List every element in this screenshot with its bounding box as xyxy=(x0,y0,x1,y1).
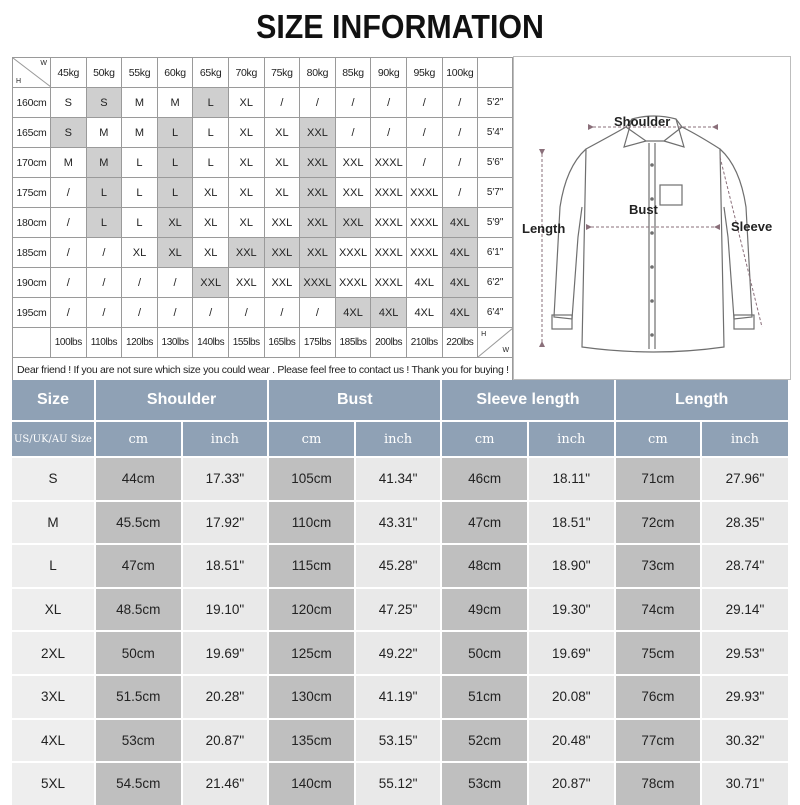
recommended-size-cell: XXL xyxy=(335,208,371,238)
recommended-size-cell: M xyxy=(86,118,122,148)
recommended-size-cell: XL xyxy=(193,208,229,238)
shoulder-inch-cell: 19.10" xyxy=(182,588,269,632)
recommended-size-cell: XL xyxy=(193,238,229,268)
sleeve-length-header: Sleeve length xyxy=(441,380,614,421)
sleeve-inch-cell: 20.08" xyxy=(528,675,615,719)
bust-inch-cell: 43.31" xyxy=(355,501,442,545)
table-row xyxy=(12,762,788,805)
sleeve-cm-cell: 49cm xyxy=(441,588,528,632)
weight-kg-header: 70kg xyxy=(228,58,264,88)
recommended-size-cell: / xyxy=(86,268,122,298)
height-ft-label: 5'9" xyxy=(478,208,513,238)
height-ft-label: 5'2" xyxy=(478,88,513,118)
bust-cm-cell: 110cm xyxy=(268,501,355,545)
shoulder-cm-cell: 53cm xyxy=(95,719,182,763)
height-row xyxy=(13,208,513,238)
recommended-size-cell: L xyxy=(86,178,122,208)
recommended-size-cell: XXXL xyxy=(371,148,407,178)
size-cell: S xyxy=(12,457,95,501)
sleeve-inch-cell: 18.90" xyxy=(528,544,615,588)
weight-lbs-label: 155lbs xyxy=(228,328,264,358)
recommended-size-cell: XXL xyxy=(300,238,336,268)
weight-kg-header: 90kg xyxy=(371,58,407,88)
shirt-diagram xyxy=(513,56,791,380)
bust-inch-cell: 45.28" xyxy=(355,544,442,588)
recommended-size-cell: XXXL xyxy=(371,238,407,268)
recommended-size-cell: L xyxy=(122,148,158,178)
recommended-size-cell: / xyxy=(51,178,87,208)
recommended-size-cell: M xyxy=(86,148,122,178)
shoulder-label: Shoulder xyxy=(614,114,671,129)
recommended-size-cell: XXL xyxy=(264,268,300,298)
footer-corner-cell xyxy=(478,328,513,358)
shoulder-header: Shoulder xyxy=(95,380,268,421)
sleeve-inch-cell: 19.69" xyxy=(528,631,615,675)
sleeve-label: Sleeve xyxy=(731,219,773,234)
height-row xyxy=(13,88,513,118)
recommended-size-cell: XL xyxy=(228,148,264,178)
shoulder-inch-cell: 18.51" xyxy=(182,544,269,588)
cm-subheader: cm xyxy=(615,421,702,457)
bust-inch-cell: 41.34" xyxy=(355,457,442,501)
recommended-size-cell: S xyxy=(86,88,122,118)
recommended-size-cell: L xyxy=(122,208,158,238)
height-row xyxy=(13,298,513,328)
shoulder-inch-cell: 17.33" xyxy=(182,457,269,501)
recommended-size-cell: S xyxy=(51,118,87,148)
recommended-size-cell: M xyxy=(122,88,158,118)
height-cm-label: 160cm xyxy=(13,88,51,118)
inch-subheader: inch xyxy=(355,421,442,457)
length-cm-cell: 73cm xyxy=(615,544,702,588)
sleeve-inch-cell: 18.51" xyxy=(528,501,615,545)
recommended-size-cell: / xyxy=(406,148,442,178)
length-inch-cell: 30.71" xyxy=(701,762,788,805)
table-row xyxy=(12,588,788,632)
height-ft-label: 6'2" xyxy=(478,268,513,298)
weight-lbs-label: 210lbs xyxy=(406,328,442,358)
recommended-size-cell: L xyxy=(157,148,193,178)
recommended-size-cell: L xyxy=(157,118,193,148)
shoulder-inch-cell: 19.69" xyxy=(182,631,269,675)
recommended-size-cell: / xyxy=(122,268,158,298)
height-ft-label: 6'4" xyxy=(478,298,513,328)
sleeve-cm-cell: 50cm xyxy=(441,631,528,675)
recommended-size-cell: / xyxy=(86,298,122,328)
size-header: Size xyxy=(12,380,95,421)
us-uk-au-size-subheader: US/UK/AU Size xyxy=(12,421,95,457)
recommended-size-cell: / xyxy=(264,298,300,328)
bust-inch-cell: 55.12" xyxy=(355,762,442,805)
recommended-size-cell: XL xyxy=(264,148,300,178)
corner-h-label: H xyxy=(481,331,487,338)
height-row xyxy=(13,268,513,298)
weight-lbs-label: 185lbs xyxy=(335,328,371,358)
recommended-size-cell: XXL xyxy=(300,118,336,148)
weight-kg-header: 60kg xyxy=(157,58,193,88)
height-row xyxy=(13,238,513,268)
table-row xyxy=(12,544,788,588)
shirt-outline-icon xyxy=(514,57,790,379)
recommended-size-cell: 4XL xyxy=(442,208,478,238)
corner-h-label: H xyxy=(16,78,22,85)
length-cm-cell: 74cm xyxy=(615,588,702,632)
recommended-size-cell: XL xyxy=(228,208,264,238)
bust-cm-cell: 130cm xyxy=(268,675,355,719)
recommended-size-cell: / xyxy=(228,298,264,328)
recommended-size-cell: / xyxy=(193,298,229,328)
recommended-size-cell: XXL xyxy=(300,208,336,238)
recommended-size-cell: M xyxy=(51,148,87,178)
height-cm-label: 185cm xyxy=(13,238,51,268)
recommended-size-cell: XXXL xyxy=(406,208,442,238)
recommended-size-cell: L xyxy=(193,118,229,148)
recommended-size-cell: XXXL xyxy=(371,178,407,208)
height-ft-label: 5'4" xyxy=(478,118,513,148)
length-inch-cell: 30.32" xyxy=(701,719,788,763)
recommended-size-cell: XXL xyxy=(228,238,264,268)
recommended-size-cell: L xyxy=(157,178,193,208)
recommended-size-cell: XXL xyxy=(335,148,371,178)
inch-subheader: inch xyxy=(528,421,615,457)
length-inch-cell: 28.74" xyxy=(701,544,788,588)
height-cm-label: 180cm xyxy=(13,208,51,238)
recommended-size-cell: 4XL xyxy=(335,298,371,328)
recommended-size-cell: M xyxy=(157,88,193,118)
recommended-size-cell: XL xyxy=(157,238,193,268)
recommended-size-cell: XXL xyxy=(335,178,371,208)
weight-kg-header: 45kg xyxy=(51,58,87,88)
recommended-size-cell: / xyxy=(51,268,87,298)
shoulder-inch-cell: 20.28" xyxy=(182,675,269,719)
recommended-size-cell: / xyxy=(51,208,87,238)
length-cm-cell: 75cm xyxy=(615,631,702,675)
recommended-size-cell: L xyxy=(193,148,229,178)
cm-subheader: cm xyxy=(95,421,182,457)
corner-w-label: W xyxy=(502,347,510,354)
recommended-size-cell: 4XL xyxy=(442,268,478,298)
recommended-size-cell: XXXL xyxy=(371,208,407,238)
sleeve-inch-cell: 18.11" xyxy=(528,457,615,501)
sleeve-cm-cell: 47cm xyxy=(441,501,528,545)
recommended-size-cell: XXL xyxy=(300,148,336,178)
note-row xyxy=(13,358,513,383)
shoulder-inch-cell: 17.92" xyxy=(182,501,269,545)
shoulder-cm-cell: 50cm xyxy=(95,631,182,675)
recommended-size-cell: XXXL xyxy=(406,238,442,268)
length-label: Length xyxy=(522,221,566,236)
recommended-size-cell: 4XL xyxy=(406,268,442,298)
length-cm-cell: 77cm xyxy=(615,719,702,763)
bust-header: Bust xyxy=(268,380,441,421)
table-row xyxy=(12,719,788,763)
height-cm-label: 190cm xyxy=(13,268,51,298)
size-cell: 4XL xyxy=(12,719,95,763)
weight-kg-header: 100kg xyxy=(442,58,478,88)
recommended-size-cell: XXL xyxy=(228,268,264,298)
contact-note: Dear friend ! If you are not sure which size you could wear . Please feel free to contact us ! Thank you for buying ! xyxy=(13,358,513,383)
recommended-size-cell: L xyxy=(86,208,122,238)
bust-cm-cell: 135cm xyxy=(268,719,355,763)
recommended-size-cell: / xyxy=(442,178,478,208)
inch-subheader: inch xyxy=(701,421,788,457)
corner-cell xyxy=(13,58,51,88)
recommended-size-cell: 4XL xyxy=(371,298,407,328)
size-cell: M xyxy=(12,501,95,545)
corner-w-label: W xyxy=(40,60,47,67)
recommended-size-cell: / xyxy=(371,118,407,148)
shoulder-cm-cell: 54.5cm xyxy=(95,762,182,805)
recommended-size-cell: / xyxy=(335,118,371,148)
length-cm-cell: 71cm xyxy=(615,457,702,501)
size-cell: 3XL xyxy=(12,675,95,719)
height-cm-label: 195cm xyxy=(13,298,51,328)
weight-lbs-label: 120lbs xyxy=(122,328,158,358)
size-table xyxy=(12,380,788,805)
sleeve-cm-cell: 46cm xyxy=(441,457,528,501)
recommended-size-cell: / xyxy=(300,88,336,118)
cm-subheader: cm xyxy=(441,421,528,457)
sleeve-cm-cell: 52cm xyxy=(441,719,528,763)
length-inch-cell: 27.96" xyxy=(701,457,788,501)
weight-kg-header: 85kg xyxy=(335,58,371,88)
weight-height-chart xyxy=(12,57,513,383)
bust-inch-cell: 47.25" xyxy=(355,588,442,632)
shoulder-cm-cell: 48.5cm xyxy=(95,588,182,632)
recommended-size-cell: M xyxy=(122,118,158,148)
height-cm-label: 175cm xyxy=(13,178,51,208)
bust-cm-cell: 140cm xyxy=(268,762,355,805)
sleeve-cm-cell: 48cm xyxy=(441,544,528,588)
recommended-size-cell: / xyxy=(157,268,193,298)
weight-lbs-row xyxy=(13,328,513,358)
recommended-size-cell: XL xyxy=(157,208,193,238)
weight-lbs-label: 130lbs xyxy=(157,328,193,358)
length-inch-cell: 28.35" xyxy=(701,501,788,545)
bust-cm-cell: 125cm xyxy=(268,631,355,675)
weight-kg-header: 50kg xyxy=(86,58,122,88)
shoulder-cm-cell: 44cm xyxy=(95,457,182,501)
cm-subheader: cm xyxy=(268,421,355,457)
height-ft-label: 6'1" xyxy=(478,238,513,268)
recommended-size-cell: / xyxy=(406,118,442,148)
weight-lbs-label: 110lbs xyxy=(86,328,122,358)
bust-label: Bust xyxy=(629,202,658,217)
length-inch-cell: 29.14" xyxy=(701,588,788,632)
bust-cm-cell: 120cm xyxy=(268,588,355,632)
weight-lbs-label: 100lbs xyxy=(51,328,87,358)
sleeve-inch-cell: 19.30" xyxy=(528,588,615,632)
weight-kg-header: 55kg xyxy=(122,58,158,88)
shoulder-cm-cell: 51.5cm xyxy=(95,675,182,719)
length-header: Length xyxy=(615,380,788,421)
recommended-size-cell: XXXL xyxy=(406,178,442,208)
recommended-size-cell: 4XL xyxy=(406,298,442,328)
shoulder-cm-cell: 45.5cm xyxy=(95,501,182,545)
shoulder-inch-cell: 21.46" xyxy=(182,762,269,805)
recommended-size-cell: / xyxy=(51,238,87,268)
table-row xyxy=(12,631,788,675)
bust-inch-cell: 41.19" xyxy=(355,675,442,719)
weight-lbs-label: 140lbs xyxy=(193,328,229,358)
recommended-size-cell: / xyxy=(442,118,478,148)
recommended-size-cell: XXL xyxy=(300,178,336,208)
recommended-size-cell: / xyxy=(86,238,122,268)
height-row xyxy=(13,148,513,178)
recommended-size-cell: / xyxy=(371,88,407,118)
shoulder-cm-cell: 47cm xyxy=(95,544,182,588)
weight-kg-header: 80kg xyxy=(300,58,336,88)
bust-inch-cell: 49.22" xyxy=(355,631,442,675)
weight-kg-header-row xyxy=(13,58,513,88)
length-inch-cell: 29.93" xyxy=(701,675,788,719)
recommended-size-cell: XL xyxy=(264,178,300,208)
weight-kg-header: 65kg xyxy=(193,58,229,88)
length-cm-cell: 76cm xyxy=(615,675,702,719)
shoulder-inch-cell: 20.87" xyxy=(182,719,269,763)
recommended-size-cell: XL xyxy=(122,238,158,268)
recommended-size-cell: / xyxy=(442,88,478,118)
size-cell: 5XL xyxy=(12,762,95,805)
weight-lbs-label: 175lbs xyxy=(300,328,336,358)
recommended-size-cell: S xyxy=(51,88,87,118)
sleeve-inch-cell: 20.48" xyxy=(528,719,615,763)
size-table-subheader-row xyxy=(12,421,788,457)
recommended-size-cell: XXL xyxy=(264,238,300,268)
height-cm-label: 170cm xyxy=(13,148,51,178)
sleeve-cm-cell: 53cm xyxy=(441,762,528,805)
bust-cm-cell: 105cm xyxy=(268,457,355,501)
size-table-header-row xyxy=(12,380,788,421)
recommended-size-cell: / xyxy=(51,298,87,328)
recommended-size-cell: XL xyxy=(228,88,264,118)
recommended-size-cell: / xyxy=(406,88,442,118)
recommended-size-cell: XXXL xyxy=(335,238,371,268)
size-cell: L xyxy=(12,544,95,588)
recommended-size-cell: XL xyxy=(264,118,300,148)
height-row xyxy=(13,118,513,148)
recommended-size-cell: XXXL xyxy=(300,268,336,298)
bust-cm-cell: 115cm xyxy=(268,544,355,588)
recommended-size-cell: XXL xyxy=(264,208,300,238)
recommended-size-cell: / xyxy=(300,298,336,328)
recommended-size-cell: / xyxy=(442,148,478,178)
sleeve-inch-cell: 20.87" xyxy=(528,762,615,805)
recommended-size-cell: XXXL xyxy=(371,268,407,298)
table-row xyxy=(12,501,788,545)
recommended-size-cell: L xyxy=(122,178,158,208)
weight-lbs-label: 165lbs xyxy=(264,328,300,358)
recommended-size-cell: 4XL xyxy=(442,238,478,268)
recommended-size-cell: / xyxy=(264,88,300,118)
recommended-size-cell: / xyxy=(335,88,371,118)
sleeve-cm-cell: 51cm xyxy=(441,675,528,719)
recommended-size-cell: XXL xyxy=(193,268,229,298)
recommended-size-cell: 4XL xyxy=(442,298,478,328)
table-row xyxy=(12,675,788,719)
recommended-size-cell: XL xyxy=(228,118,264,148)
height-ft-label: 5'7" xyxy=(478,178,513,208)
length-cm-cell: 72cm xyxy=(615,501,702,545)
weight-kg-header: 75kg xyxy=(264,58,300,88)
length-inch-cell: 29.53" xyxy=(701,631,788,675)
weight-lbs-label: 200lbs xyxy=(371,328,407,358)
empty-cell xyxy=(478,58,513,88)
recommended-size-cell: / xyxy=(157,298,193,328)
recommended-size-cell: XXXL xyxy=(335,268,371,298)
height-ft-label: 5'6" xyxy=(478,148,513,178)
weight-kg-header: 95kg xyxy=(406,58,442,88)
table-row xyxy=(12,457,788,501)
recommended-size-cell: L xyxy=(193,88,229,118)
recommended-size-cell: XL xyxy=(228,178,264,208)
empty-cell xyxy=(13,328,51,358)
length-cm-cell: 78cm xyxy=(615,762,702,805)
inch-subheader: inch xyxy=(182,421,269,457)
weight-lbs-label: 220lbs xyxy=(442,328,478,358)
size-cell: 2XL xyxy=(12,631,95,675)
height-cm-label: 165cm xyxy=(13,118,51,148)
recommended-size-cell: XL xyxy=(193,178,229,208)
recommended-size-cell: / xyxy=(122,298,158,328)
page-title: SIZE INFORMATION xyxy=(256,8,544,45)
size-cell: XL xyxy=(12,588,95,632)
bust-inch-cell: 53.15" xyxy=(355,719,442,763)
height-row xyxy=(13,178,513,208)
